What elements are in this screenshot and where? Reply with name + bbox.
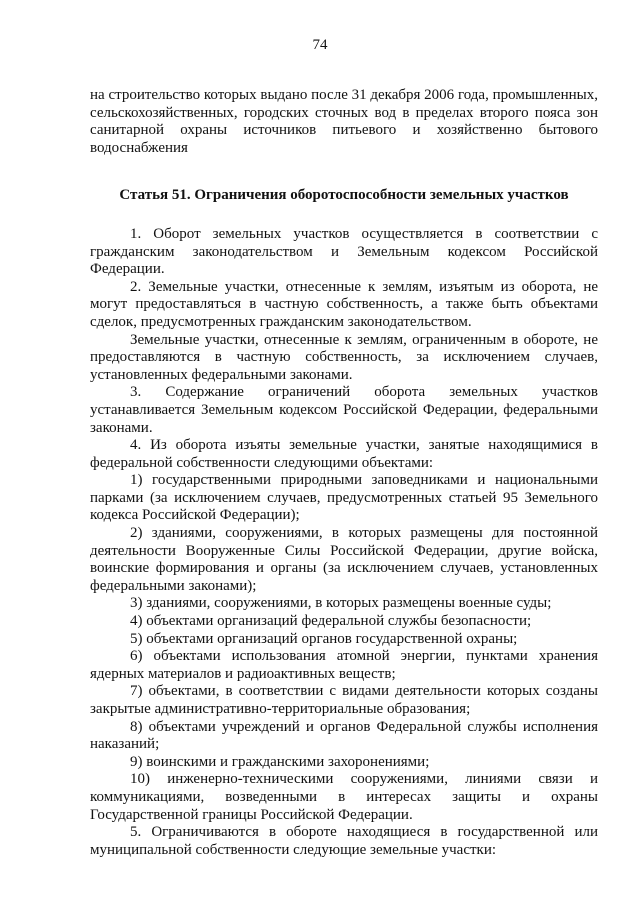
paragraph: 4. Из оборота изъяты земельные участки, занятые находящимися в федеральной собственности следующими объектами: [90, 437, 598, 471]
page-number: 74 [312, 37, 328, 53]
intro-paragraph: на строительство которых выдано после 31 декабря 2006 года, промышленных, сельскохозяйственных, городских сточных вод в пределах второго пояса зон санитарной охраны источников питьевого и хозяйственно бытового водоснабжения [90, 87, 598, 156]
list-item: 3) зданиями, сооружениями, в которых размещены военные суды; [130, 595, 552, 612]
list-item: 6) объектами использования атомной энергии, пунктами хранения ядерных материалов и радиоактивных веществ; [90, 648, 598, 682]
document-body [90, 87, 598, 859]
paragraph: 1. Оборот земельных участков осуществляется в соответствии с гражданским законодательством и Земельным кодексом Российской Федерации. [90, 225, 598, 278]
paragraph: 3. Содержание ограничений оборота земельных участков устанавливается Земельным кодексом Российской Федерации, федеральными законами. [90, 384, 598, 436]
list-item: 7) объектами, в соответствии с видами деятельности которых созданы закрытые административно-территориальные образования; [90, 683, 598, 717]
list-item: 8) объектами учреждений и органов Федеральной службы исполнения наказаний; [90, 718, 598, 753]
paragraph: 5. Ограничиваются в обороте находящиеся в государственной или муниципальной собственности следующие земельные участки: [90, 824, 598, 858]
article-heading: Статья 51. Ограничения оборотоспособности земельных участков [119, 187, 569, 204]
list-item: 5) объектами организаций органов государственной охраны; [130, 630, 518, 647]
list-item: 10) инженерно-техническими сооружениями, линиями связи и коммуникациями, возведенными в интересах защиты и охраны Государственной границы Российской Федерации. [90, 771, 598, 823]
list-item: 9) воинскими и гражданскими захоронениями; [130, 753, 430, 770]
paragraph: Земельные участки, отнесенные к землям, ограниченным в обороте, не предоставляются в частную собственность, за исключением случаев, установленных федеральными законами. [90, 331, 598, 383]
paragraph: 2. Земельные участки, отнесенные к землям, изъятым из оборота, не могут предоставляться в частную собственность, а также быть объектами сделок, предусмотренных гражданским законодательством. [90, 278, 598, 330]
list-item: 4) объектами организаций федеральной службы безопасности; [130, 613, 532, 630]
list-item: 1) государственными природными заповедниками и национальными парками (за исключением случаев, предусмотренных статьей 95 Земельного кодекса Российской Федерации); [90, 472, 598, 524]
list-item: 2) зданиями, сооружениями, в которых размещены для постоянной деятельности Вооруженные Силы Российской Федерации, другие войска, воинские формирования и органы (за исключением случаев, установленных федеральными законами); [90, 525, 598, 594]
